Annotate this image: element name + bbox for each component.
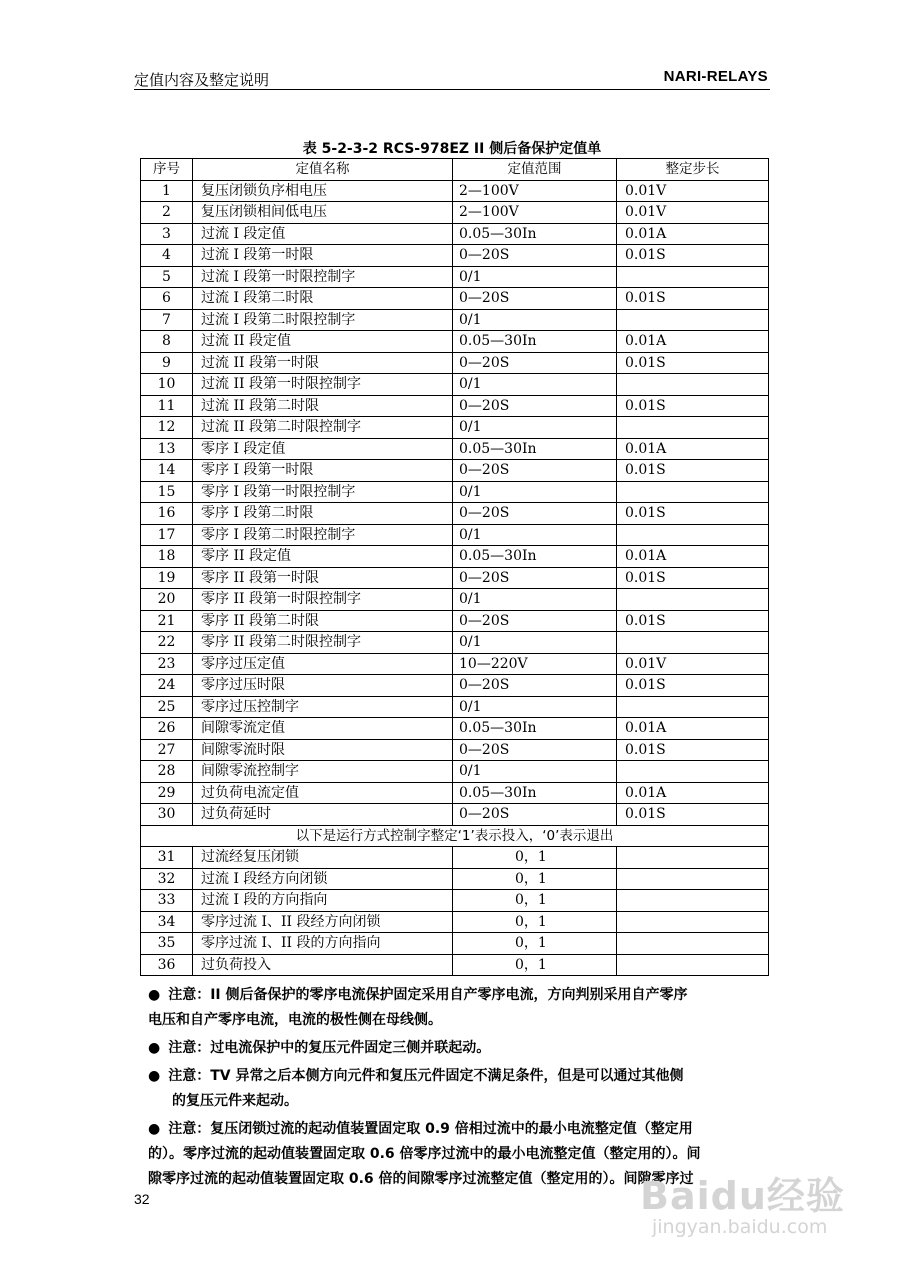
table-row: [141, 481, 769, 503]
cell-range: 0.05—30In: [453, 782, 617, 804]
cell-no: 15: [141, 481, 193, 503]
cell-no: 16: [141, 503, 193, 525]
note-item: [148, 983, 770, 1033]
page-number: 32: [134, 1191, 150, 1207]
cell-range: 0—20S: [453, 460, 617, 482]
table-row: [141, 675, 769, 697]
cell-name: 零序过压定值: [193, 653, 453, 675]
cell-step: 0.01A: [617, 718, 769, 740]
note-text: 注意：过电流保护中的复压元件固定三侧并联起动。: [168, 1040, 491, 1056]
cell-name: 过流 I 段第二时限控制字: [193, 309, 453, 331]
cell-name: 过流 I 段定值: [193, 223, 453, 245]
note-item: [148, 1064, 770, 1114]
cell-step: [617, 266, 769, 288]
cell-name: 零序过压控制字: [193, 696, 453, 718]
cell-step: 0.01V: [617, 202, 769, 224]
table-row: [141, 524, 769, 546]
table-row: [141, 954, 769, 976]
control-word-rows: [141, 847, 769, 976]
cell-step: [617, 632, 769, 654]
cell-name: 过流 I 段经方向闭锁: [193, 868, 453, 890]
cell-step: 0.01S: [617, 245, 769, 267]
cell-no: 17: [141, 524, 193, 546]
settings-rows: [141, 180, 769, 825]
cell-no: 32: [141, 868, 193, 890]
cell-range: 2—100V: [453, 202, 617, 224]
table-row: [141, 567, 769, 589]
cell-step: 0.01V: [617, 180, 769, 202]
table-caption: 表 5-2-3-2 RCS-978EZ II 侧后备保护定值单: [302, 141, 602, 157]
cell-range: 0/1: [453, 696, 617, 718]
cell-step: 0.01A: [617, 782, 769, 804]
table-row: [141, 868, 769, 890]
cell-no: 34: [141, 911, 193, 933]
column-header-step: 整定步长: [617, 159, 769, 181]
cell-step: [617, 890, 769, 912]
bullet-icon: ●: [148, 1121, 161, 1137]
table-row: [141, 761, 769, 783]
cell-range: 0.05—30In: [453, 718, 617, 740]
cell-name: 过流 I 段第二时限: [193, 288, 453, 310]
cell-range: 0—20S: [453, 245, 617, 267]
cell-no: 31: [141, 847, 193, 869]
table-row: [141, 202, 769, 224]
cell-range: 0/1: [453, 266, 617, 288]
cell-step: [617, 524, 769, 546]
note-text: 注意：复压闭锁过流的起动值装置固定取 0.9 倍相过流中的最小电流整定值（整定用: [168, 1121, 693, 1137]
table-row: [141, 696, 769, 718]
cell-no: 11: [141, 395, 193, 417]
cell-no: 1: [141, 180, 193, 202]
cell-name: 过流 II 段第二时限: [193, 395, 453, 417]
table-row: [141, 395, 769, 417]
cell-name: 过流经复压闭锁: [193, 847, 453, 869]
cell-no: 18: [141, 546, 193, 568]
table-row: [141, 653, 769, 675]
watermark-url: jingyan.baidu.com: [652, 1216, 828, 1238]
section-note-row: [141, 825, 769, 847]
cell-step: 0.01S: [617, 675, 769, 697]
cell-range: 0—20S: [453, 739, 617, 761]
note-first-line: [148, 1036, 770, 1061]
table-row: [141, 503, 769, 525]
table-row: [141, 288, 769, 310]
cell-range: 0/1: [453, 632, 617, 654]
cell-range: 0—20S: [453, 352, 617, 374]
cell-step: [617, 481, 769, 503]
cell-name: 过流 I 段第一时限: [193, 245, 453, 267]
cell-no: 7: [141, 309, 193, 331]
column-header-name: 定值名称: [193, 159, 453, 181]
table-row: [141, 632, 769, 654]
notes-block: [148, 983, 770, 1195]
cell-step: [617, 954, 769, 976]
cell-name: 过流 I 段第一时限控制字: [193, 266, 453, 288]
cell-range: 0—20S: [453, 288, 617, 310]
cell-name: 零序 II 段第二时限: [193, 610, 453, 632]
cell-no: 12: [141, 417, 193, 439]
cell-name: 间隙零流定值: [193, 718, 453, 740]
header-rule: [134, 89, 770, 90]
table-row: [141, 589, 769, 611]
table-row: [141, 180, 769, 202]
table-row: [141, 309, 769, 331]
cell-name: 零序 II 段第一时限控制字: [193, 589, 453, 611]
cell-name: 间隙零流控制字: [193, 761, 453, 783]
cell-no: 5: [141, 266, 193, 288]
cell-no: 19: [141, 567, 193, 589]
cell-range: 0/1: [453, 374, 617, 396]
cell-step: 0.01S: [617, 567, 769, 589]
cell-step: 0.01S: [617, 352, 769, 374]
cell-no: 6: [141, 288, 193, 310]
cell-no: 24: [141, 675, 193, 697]
table-row: [141, 739, 769, 761]
cell-range: 0—20S: [453, 675, 617, 697]
cell-step: [617, 696, 769, 718]
cell-range: 0.05—30In: [453, 223, 617, 245]
cell-range: 0，1: [453, 847, 617, 869]
baidu-watermark: [640, 1165, 850, 1247]
cell-name: 零序 I 段第一时限控制字: [193, 481, 453, 503]
cell-range: 0，1: [453, 911, 617, 933]
cell-range: 0—20S: [453, 567, 617, 589]
cell-range: 0—20S: [453, 395, 617, 417]
note-continuation-line: 的）。零序过流的起动值装置固定取 0.6 倍零序过流中的最小电流整定值（整定用的）。间: [148, 1146, 701, 1162]
cell-no: 28: [141, 761, 193, 783]
section-note: 以下是运行方式控制字整定‘1’表示投入，‘0’表示退出: [141, 825, 769, 847]
cell-range: 0/1: [453, 761, 617, 783]
cell-step: 0.01V: [617, 653, 769, 675]
running-header-title: 定值内容及整定说明: [134, 71, 270, 89]
cell-name: 零序 I 段第二时限: [193, 503, 453, 525]
cell-name: 复压闭锁相间低电压: [193, 202, 453, 224]
cell-range: 0—20S: [453, 610, 617, 632]
cell-name: 过流 II 段第二时限控制字: [193, 417, 453, 439]
cell-no: 25: [141, 696, 193, 718]
running-header-brand: NARI-RELAYS: [663, 68, 768, 85]
cell-name: 零序过流 I、II 段的方向指向: [193, 933, 453, 955]
cell-step: [617, 309, 769, 331]
cell-no: 22: [141, 632, 193, 654]
cell-name: 过流 II 段第一时限: [193, 352, 453, 374]
table-row: [141, 331, 769, 353]
cell-name: 零序 I 段定值: [193, 438, 453, 460]
cell-name: 零序 II 段第一时限: [193, 567, 453, 589]
cell-no: 36: [141, 954, 193, 976]
cell-step: [617, 374, 769, 396]
cell-name: 零序 I 段第二时限控制字: [193, 524, 453, 546]
cell-step: [617, 589, 769, 611]
note-continuation-line: 电压和自产零序电流，电流的极性侧在母线侧。: [148, 1012, 442, 1028]
cell-name: 间隙零流时限: [193, 739, 453, 761]
table-row: [141, 718, 769, 740]
table-row: [141, 266, 769, 288]
cell-range: 0/1: [453, 589, 617, 611]
table-row: [141, 911, 769, 933]
table-row: [141, 847, 769, 869]
cell-range: 0.05—30In: [453, 331, 617, 353]
cell-no: 29: [141, 782, 193, 804]
table-row: [141, 374, 769, 396]
cell-no: 2: [141, 202, 193, 224]
cell-no: 13: [141, 438, 193, 460]
cell-no: 23: [141, 653, 193, 675]
cell-range: 0.05—30In: [453, 438, 617, 460]
cell-no: 4: [141, 245, 193, 267]
table-header-row: [141, 159, 769, 181]
cell-name: 过流 II 段定值: [193, 331, 453, 353]
note-item: [148, 1036, 770, 1061]
cell-step: 0.01S: [617, 804, 769, 826]
note-first-line: [148, 983, 770, 1008]
cell-name: 零序过流 I、II 段经方向闭锁: [193, 911, 453, 933]
note-text: 注意：TV 异常之后本侧方向元件和复压元件固定不满足条件，但是可以通过其他侧: [168, 1068, 684, 1084]
cell-name: 过负荷延时: [193, 804, 453, 826]
cell-name: 过负荷电流定值: [193, 782, 453, 804]
table-row: [141, 546, 769, 568]
cell-name: 过流 I 段的方向指向: [193, 890, 453, 912]
cell-step: 0.01S: [617, 395, 769, 417]
cell-name: 过流 II 段第一时限控制字: [193, 374, 453, 396]
cell-range: 0/1: [453, 524, 617, 546]
note-first-line: [148, 1117, 770, 1142]
cell-step: [617, 868, 769, 890]
bullet-icon: ●: [148, 1040, 161, 1056]
table-row: [141, 804, 769, 826]
cell-step: 0.01A: [617, 331, 769, 353]
cell-range: 0—20S: [453, 804, 617, 826]
cell-name: 过负荷投入: [193, 954, 453, 976]
cell-name: 零序 II 段定值: [193, 546, 453, 568]
cell-name: 零序过压时限: [193, 675, 453, 697]
cell-name: 零序 II 段第二时限控制字: [193, 632, 453, 654]
table-row: [141, 782, 769, 804]
note-text: 注意：II 侧后备保护的零序电流保护固定采用自产零序电流，方向判别采用自产零序: [168, 987, 688, 1003]
cell-step: [617, 933, 769, 955]
cell-step: 0.01S: [617, 503, 769, 525]
note-continuation-line: 的复压元件来起动。: [172, 1093, 298, 1109]
cell-range: 2—100V: [453, 180, 617, 202]
cell-range: 0，1: [453, 933, 617, 955]
cell-range: 0，1: [453, 890, 617, 912]
table-row: [141, 417, 769, 439]
cell-step: 0.01A: [617, 223, 769, 245]
cell-no: 20: [141, 589, 193, 611]
table-row: [141, 933, 769, 955]
table-row: [141, 352, 769, 374]
cell-no: 27: [141, 739, 193, 761]
cell-no: 30: [141, 804, 193, 826]
cell-range: 0/1: [453, 481, 617, 503]
table-row: [141, 438, 769, 460]
cell-name: 复压闭锁负序相电压: [193, 180, 453, 202]
cell-range: 0，1: [453, 868, 617, 890]
cell-no: 3: [141, 223, 193, 245]
cell-step: [617, 761, 769, 783]
cell-range: 10—220V: [453, 653, 617, 675]
note-first-line: [148, 1064, 770, 1089]
column-header-no: 序号: [141, 159, 193, 181]
cell-step: 0.01A: [617, 438, 769, 460]
note-continuation-line: 隙零序过流的起动值装置固定取 0.6 倍的间隙零序过流整定值（整定用的）。间隙零序过: [148, 1171, 694, 1187]
bullet-icon: ●: [148, 987, 161, 1003]
cell-step: 0.01A: [617, 546, 769, 568]
table-row: [141, 223, 769, 245]
watermark-logo: Baidu经验: [640, 1174, 845, 1218]
settings-table: [140, 158, 769, 976]
cell-name: 零序 I 段第一时限: [193, 460, 453, 482]
cell-no: 33: [141, 890, 193, 912]
cell-no: 26: [141, 718, 193, 740]
table-row: [141, 460, 769, 482]
cell-no: 8: [141, 331, 193, 353]
cell-range: 0—20S: [453, 503, 617, 525]
table-row: [141, 610, 769, 632]
cell-no: 14: [141, 460, 193, 482]
cell-step: 0.01S: [617, 460, 769, 482]
column-header-range: 定值范围: [453, 159, 617, 181]
cell-no: 9: [141, 352, 193, 374]
cell-step: [617, 847, 769, 869]
table-row: [141, 245, 769, 267]
table-row: [141, 890, 769, 912]
cell-no: 21: [141, 610, 193, 632]
bullet-icon: ●: [148, 1068, 161, 1084]
cell-range: 0，1: [453, 954, 617, 976]
cell-range: 0/1: [453, 309, 617, 331]
cell-step: [617, 417, 769, 439]
cell-step: 0.01S: [617, 739, 769, 761]
cell-step: 0.01S: [617, 288, 769, 310]
cell-step: 0.01S: [617, 610, 769, 632]
cell-no: 35: [141, 933, 193, 955]
cell-range: 0.05—30In: [453, 546, 617, 568]
cell-no: 10: [141, 374, 193, 396]
cell-range: 0/1: [453, 417, 617, 439]
cell-step: [617, 911, 769, 933]
